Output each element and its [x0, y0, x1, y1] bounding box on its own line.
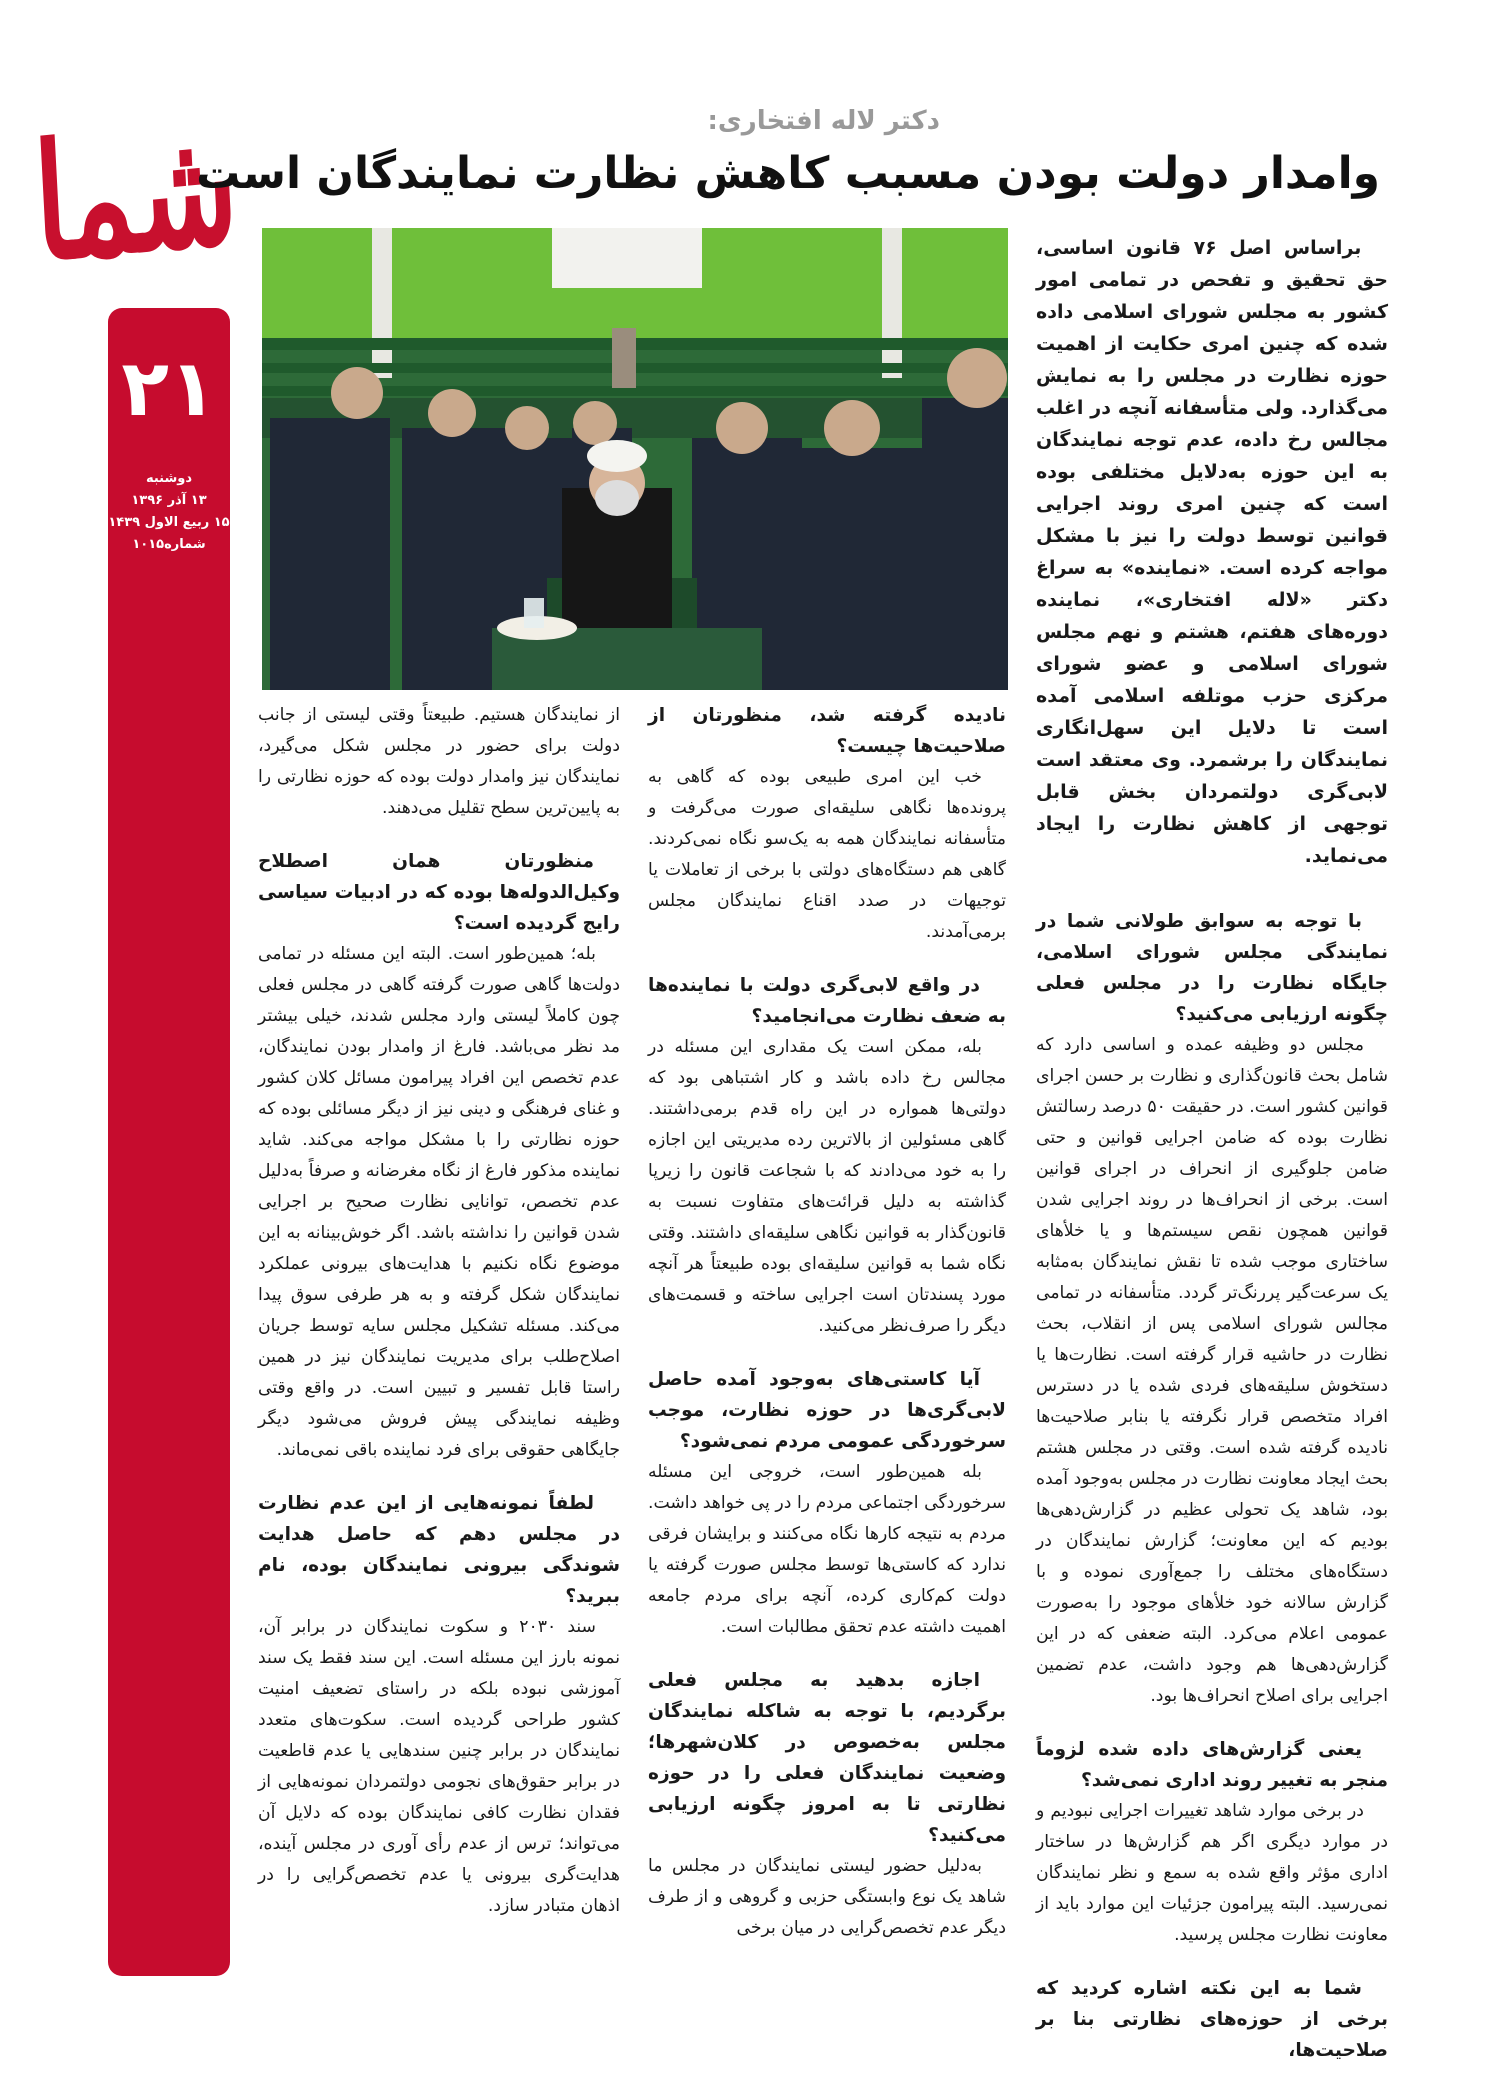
interview-question: شما به این نکته اشاره کردید که برخی از حوزه‌های نظارتی بنا بر صلاحیت‌ها،	[1036, 1978, 1388, 2061]
date-solar: ۱۳ آذر ۱۳۹۶	[131, 493, 207, 508]
interview-answer: مجلس دو وظیفه عمده و اساسی دارد که شامل بحث قانون‌گذاری و نظارت بر حسن اجرای قوانین کشور است. در حقیقت ۵۰ درصد رسالتش نظارت بوده که ضامن اجرایی قوانین و حتی ضامن جلوگیری از انحراف در اجرای قوانین است. برخی از انحراف‌ها در روند اجرایی شدن قوانین همچون نقص سیستم‌ها و یا خلأهای ساختاری موجب شده تا نقش نمایندگان به‌مثابه یک سرعت‌گیر پررنگ‌تر گردد. متأسفانه در تمامی مجالس شورای اسلامی پس از انقلاب، بحث نظارت در حاشیه قرار گرفته است. نظارت‌ها یا دستخوش سلیقه‌های فردی شده یا در دسترس افراد متخصص قرار نگرفته یا بنابر صلاحیت‌ها نادیده گرفته شده است. وقتی در مجلس هشتم بحث ایجاد معاونت نظارت در مجلس به‌وجود آمده بود، شاهد یک تحولی عظیم در گزارش‌دهی‌ها بودیم که این معاونت؛ گزارش نمایندگان در دستگاه‌های مختلف را جمع‌آوری نموده و با گزارش سالانه خود خلأهای موجود را به‌صورت عمومی اعلام می‌کرد. البته ضعفی که در این گزارش‌دهی‌ها هم وجود داشت، عدم تضمین اجرایی برای اصلاح انحراف‌ها بود.	[1036, 1035, 1388, 1706]
interview-answer: سند ۲۰۳۰ و سکوت نمایندگان در برابر آن، نمونه بارز این مسئله است. این سند فقط یک سند آموزشی نبوده بلکه در راستای تضعیف امنیت کشور طراحی گردیده است. سکوت‌های متعدد نمایندگان در برابر چنین سندهایی یا عدم قاطعیت در برابر حقوق‌های نجومی دولتمردان نمونه‌هایی از فقدان نظارت کافی نمایندگان بوده که دلایل آن می‌تواند؛ ترس از عدم رأی آوری در مجلس آینده، هدایت‌گری بیرونی یا عدم تخصص‌گرایی را در اذهان متبادر سازد.	[258, 1617, 620, 1916]
page-info-sidebar	[108, 308, 230, 1976]
interview-question: در واقع لابی‌گری دولت با نماینده‌ها به ضعف نظارت می‌انجامید؟	[648, 975, 1006, 1027]
interview-answer-continued: از نمایندگان هستیم. طبیعتاً وقتی لیستی از جانب دولت برای حضور در مجلس شکل می‌گیرد، نمایندگان نیز وامدار دولت بوده که حوزه نظارتی را به پایین‌ترین سطح تقلیل می‌دهند.	[258, 705, 620, 818]
weekday: دوشنبه	[145, 471, 193, 486]
interview-question: اجازه بدهید به مجلس فعلی برگردیم، با توجه به شاکله نمایندگان مجلس به‌خصوص در کلان‌شهرها؛ وضعیت نمایندگان فعلی را در حوزه نظارتی تا به امروز چگونه ارزیابی می‌کنید؟	[648, 1670, 1006, 1846]
article-photo	[262, 228, 1008, 690]
article-lead: براساس اصل ۷۶ قانون اساسی، حق تحقیق و تفحص در تمامی امور کشور به مجلس شورای اسلامی داده شده که چنین امری حکایت از اهمیت حوزه نظارت در مجلس را به نمایش می‌گذارد. ولی متأسفانه آنچه در اغلب مجالس رخ داده، عدم توجه نمایندگان به این حوزه به‌دلایل مختلفی بوده است که چنین امری روند اجرایی قوانین توسط دولت را نیز با مشکل مواجه کرده است. «نماینده» به سراغ دکتر «لاله افتخاری»، نماینده دوره‌های هفتم، هشتم و نهم مجلس شورای اسلامی و عضو شورای مرکزی حزب موتلفه اسلامی آمده است تا دلایل این سهل‌انگاری نمایندگان را برشمرد. وی معتقد است لابی‌گری دولتمردان بخش قابل توجهی از کاهش نظارت را ایجاد می‌نماید.	[1036, 237, 1388, 867]
issue-meta	[108, 468, 230, 556]
article-column-2	[648, 700, 1006, 1944]
article-column-1	[1036, 232, 1388, 2066]
interview-question-continued: نادیده گرفته شد، منظورتان از صلاحیت‌ها چیست؟	[648, 705, 1006, 757]
interview-question: آیا کاستی‌های به‌وجود آمده حاصل لابی‌گری‌ها در حوزه نظارت، موجب سرخوردگی عمومی مردم نمی‌شود؟	[648, 1369, 1006, 1452]
date-lunar: ۱۵ ربیع الاول ۱۴۳۹	[108, 515, 230, 530]
interview-answer: بله همین‌طور است، خروجی این مسئله سرخوردگی اجتماعی مردم را در پی خواهد داشت. مردم به نتیجه کارها نگاه می‌کنند و برایشان فرقی ندارد که کاستی‌ها توسط مجلس صورت گرفته یا دولت کم‌کاری کرده، آنچه برای مردم جامعه اهمیت داشته عدم تحقق مطالبات است.	[648, 1462, 1006, 1637]
article-kicker: دکتر لاله افتخاری:	[707, 106, 940, 136]
parliament-photo-illustration	[262, 228, 1008, 690]
interview-answer: بله، ممکن است یک مقداری این مسئله در مجالس رخ داده باشد و کار اشتباهی بود که دولتی‌ها همواره در این راه قدم برمی‌داشتند. گاهی مسئولین از بالاترین رده مدیریتی این اجازه را به خود می‌دادند که با شجاعت قانون را زیرپا گذاشته به دلیل قرائت‌های متفاوت نسبت به قانون‌گذار به قوانین نگاهی سلیقه‌ای داشتند. وقتی نگاه شما به قوانین سلیقه‌ای بوده طبیعتاً هر آنچه مورد پسندتان است اجرایی ساخته و قسمت‌های دیگر را صرف‌نظر می‌کنید.	[648, 1037, 1006, 1336]
article-headline: وامدار دولت بودن مسبب کاهش نظارت نمایندگان است	[196, 148, 1380, 199]
newspaper-logo: شما	[29, 91, 242, 298]
interview-question: با توجه به سوابق طولانی شما در نمایندگی مجلس شورای اسلامی، جایگاه نظارت را در مجلس فعلی چگونه ارزیابی می‌کنید؟	[1036, 911, 1388, 1025]
issue-number: شماره۱۰۱۵	[132, 537, 206, 552]
interview-answer: به‌دلیل حضور لیستی نمایندگان در مجلس ما شاهد یک نوع وابستگی حزبی و گروهی و از طرف دیگر عدم تخصص‌گرایی در میان برخی	[648, 1856, 1006, 1938]
interview-answer: خب این امری طبیعی بوده که گاهی به پرونده‌ها نگاهی سلیقه‌ای صورت می‌گرفت و متأسفانه نمایندگان همه به یک‌سو نگاه نمی‌کردند. گاهی هم دستگاه‌های دولتی با برخی از تعاملات یا توجیهات در صدد اقناع نمایندگان مجلس برمی‌آمدند.	[648, 767, 1006, 942]
interview-question: منظورتان همان اصطلاح وکیل‌الدوله‌ها بوده که در ادبیات سیاسی رایج گردیده است؟	[258, 851, 620, 934]
page-number: ۲۱	[121, 344, 217, 434]
article-column-3	[258, 700, 620, 1922]
interview-question: لطفاً نمونه‌هایی از این عدم نظارت در مجلس دهم که حاصل هدایت شوندگی بیرونی نمایندگان بوده، نام ببرید؟	[258, 1493, 620, 1607]
interview-answer: در برخی موارد شاهد تغییرات اجرایی نبودیم و در موارد دیگری اگر هم گزارش‌ها در ساختار اداری مؤثر واقع شده به سمع و نظر نمایندگان نمی‌رسید. البته پیرامون جزئیات این موارد باید از معاونت نظارت مجلس پرسید.	[1036, 1801, 1388, 1945]
interview-answer: بله؛ همین‌طور است. البته این مسئله در تمامی دولت‌ها گاهی صورت گرفته گاهی در مجلس فعلی چون کاملاً لیستی وارد مجلس شدند، خیلی بیشتر مد نظر می‌باشد. فارغ از وامدار بودن نمایندگان، عدم تخصص این افراد پیرامون مسائل کلان کشور و غنای فرهنگی و دینی نیز از دیگر مسائلی بوده که حوزه نظارتی را با مشکل مواجه می‌کند. شاید نماینده مذکور فارغ از نگاه مغرضانه و صرفاً به‌دلیل عدم تخصص، توانایی نظارت صحیح بر اجرایی شدن قوانین را نداشته باشد. اگر خوش‌بینانه به این موضوع نگاه نکنیم با هدایت‌های بیرونی عملکرد نمایندگان شکل گرفته و به هر طرفی سوق پیدا می‌کند. مسئله تشکیل مجلس سایه توسط جریان اصلاح‌طلب برای مدیریت نمایندگان نیز در همین راستا قابل تفسیر و تبیین است. در واقع وقتی وظیفه نمایندگی پیش فروش می‌شود دیگر جایگاهی حقوقی برای فرد نماینده باقی نمی‌ماند.	[258, 944, 620, 1460]
interview-question: یعنی گزارش‌های داده شده لزوماً منجر به تغییر روند اداری نمی‌شد؟	[1036, 1739, 1388, 1791]
